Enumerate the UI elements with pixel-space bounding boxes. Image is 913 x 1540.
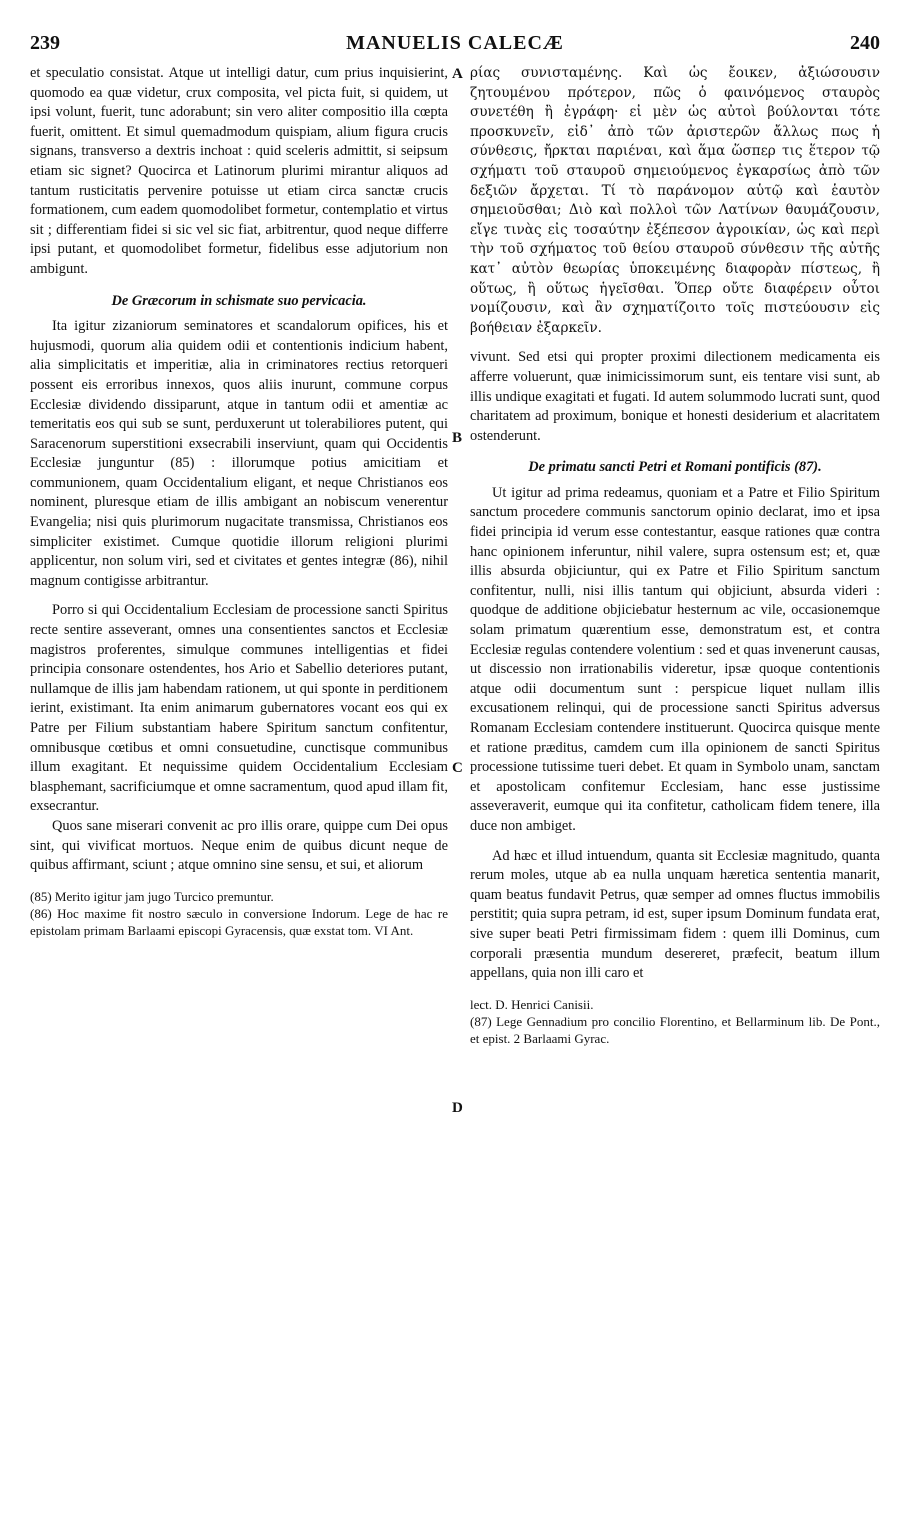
paragraph: et speculatio consistat. Atque ut intelligi datur, cum prius inquisierint, quomodo ea quæ videtur, crux composita, vel picta fuit, si quidem, ut ipsi volunt, fuerit, tunc adorabunt; sin vero aliter compositio illa cœpta fuerit, omittent. Et simul quemadmodum quispiam, alium figura crucis signans, transverso a dextris inchoat : quid sceleris admittit, si seipsum etiam sic signet? Quocirca et Latinorum plurimi mirantur aliquos ad tantum rusticitatis pervenire potuisse ut etiam circa sanctæ crucis formationem, cum eadem quomodolibet formetur, contemplatio et virtus sit ; differentiam fidei si sic vel sic fiat, arbitrentur, quod neque differre ipsi putant, et quomodolibet formetur, fidelibus esse adjutorium non ambigunt. — [30, 65, 448, 277]
left-column — [30, 64, 448, 939]
section-heading: De Græcorum in schismate suo pervicacia. — [111, 292, 367, 309]
paragraph: Porro si qui Occidentalium Ecclesiam de processione sancti Spiritus recte sentire asseverant, omnes una consentientes sanctos et Ecclesiæ magistros proferentes, simulque communes intelligentias et fidei principia consonare ostendentes, hos Ario et Sabellio deteriores putant, nullamque de illis jam habendam rationem, ut qui sponte in perditionem ierint, existimant. Ita enim animarum gubernatores vocant eos qui ex Patre per Filium substantiam habere Spiritum sanctum confitentur, omnibusque cœtibus et omni consuetudine, cunctisque communibus illum exagitant. Et nequissime quidem Occidentalium Ecclesiam blasphemant, sacrificiumque et omne sacramentum, quod apud illam fit, exsecrantur. — [30, 602, 448, 815]
margin-marker-b: B — [452, 430, 463, 446]
footnote-86-continued: lect. D. Henrici Canisii. — [470, 996, 594, 1012]
right-column — [470, 64, 880, 1047]
margin-marker-a: A — [452, 66, 463, 82]
paragraph: Ad hæc et illud intuendum, quanta sit Ecclesiæ magnitudo, quanta rerum moles, utque ab ea nulla unquam hæretica sententia manarit, quam beatus fundavit Petrus, quæ semper ad omnes fluctus immobilis perstitit; quia supra petram, id est, super ipsum Dominum fundata erat, sive super beati Petri firmissimam fidem : quem illi Dominus, cum corporali præsentia mundum desereret, præfecit, beatum illum appellans, quia non illi caro et — [470, 847, 880, 982]
footnote-87: (87) Lege Gennadium pro concilio Florentino, et Bellarminum lib. De Pont., et epist. 2 Barlaami Gyrac. — [470, 1013, 880, 1046]
footnote-86: (86) Hoc maxime fit nostro sæculo in conversione Indorum. Lege de hac re epistolam primam Barlaami episcopi Gyracensis, quæ exstat tom. VI Ant. — [30, 905, 448, 938]
page-number-left: 239 — [30, 32, 60, 54]
page-number-right: 240 — [850, 32, 880, 54]
footnotes-right — [470, 996, 880, 1047]
paragraph: vivunt. Sed etsi qui propter proximi dilectionem medicamenta eis afferre voluerunt, quæ inimicissimorum sunt, eis tentare visi sunt, ab illis undique exagitati et fugati. Id autem solummodo lucrati sunt, quod charitatem ad proximum, bonique et honesti desiderium et alacritatem ostenderunt. — [470, 349, 880, 444]
footnotes-left — [30, 888, 448, 939]
paragraph: Ut igitur ad prima redeamus, quoniam et a Patre et Filio Spiritum sanctum procedere communis sanctorum opinio declarat, imo et ipsa fidei principia id verum esse contestantur, easque rationes quæ contra hanc opinionem inferuntur, nihil valere, supra ostensum est; et, quæ illis absurda objiciuntur, qui ex Patre et Filio Spiritum sanctum confitentur, nulli, nisi illis tantum qui objiciunt, absurda videri : quodque de additione objiciebatur hesternum ac vile, occasionemque solam primatum quærentium esse, demonstratum est, et contra Ecclesiæ regulas contendere volentium : sed et quas invenerunt causas, ut discessio non irrationabilis videretur, ipsæ quoque contentionis atque odii documentum sunt : perspicue liquet nullam illis excusationem relinqui, qui de processione sancti Spiritus adversus Romanam Ecclesiam contendere instituerunt. Quocirca quisque mente et ratione præditus, camdem cum illa opinionem de sancti Spiritus processione tutissime tueri debet. Et quam in Symbolo unam, sanctam et apostolicam confitemur Ecclesiam, hanc esse justissime asseveraverit, eumque qui ita confitetur, catholicam fidem tenere, illa duce non ambiget. — [470, 484, 880, 834]
margin-marker-c: C — [452, 760, 463, 776]
running-header — [30, 32, 880, 58]
section-heading: De primatu sancti Petri et Romani pontificis (87). — [528, 459, 822, 476]
paragraph: Quos sane miserari convenit ac pro illis orare, quippe cum Dei opus sint, qui vivificat mortuos. Neque enim de quibus dicunt neque de quibus affirmant, sciunt ; atque omnino sine sensu, et sui, et aliorum — [30, 817, 448, 874]
footnote-85: (85) Merito igitur jam jugo Turcico premuntur. — [30, 888, 274, 904]
running-title: MANUELIS CALECÆ — [346, 32, 564, 54]
margin-marker-d: D — [452, 1100, 463, 1116]
paragraph: Ita igitur zizaniorum seminatores et scandalorum opifices, his et hujusmodi, quorum alia quidem odii et contentionis indicium habent, alia simplicitatis et imperitiæ, alia in criminatores rectius retorqueri possent eis erroribus innexos, quos aliis inurunt, commune corpus Ecclesiæ dividendo dissiparunt, atque in tantum odii et amentiæ ac temeritatis eos qui sub se sunt, perduxerunt ut tolerabiliores putent, qui Saracenorum superstitioni exsecrabili inserviunt, quam qui Occidentis Ecclesiæ junguntur (85) : illorumque potius amicitiam et communionem, quam Occidentalium eligant, et neque Christianos eos nominent, pluresque etiam de illis ambigant an nobiscum venerentur Evangelia; nisi quis plurimorum nugacitate transmissa, Christianos eos simpliciter existimet. Cumque quotidie illorum religioni plurimi applicentur, non solum viri, sed et civitates et gentes integræ (86), nihil magnum contigisse arbitrantur. — [30, 318, 448, 589]
greek-text: ρίας συνισταμένης. Καὶ ὡς ἔοικεν, ἀξιώσουσιν ζητουμένου πρότερον, πῶς ὁ φαινόμενος σταυρὸς συνετέθη ἢ ἐγράφη· εἰ μὲν ὡς αὐτοὶ βούλονται τότε προσκυνεῖν, εἰδ᾽ ἀπὸ τῶν ἀριστερῶν ἄλλως πως ἡ σύνθεσις, ἤρκται παριέναι, καὶ ἅμα ὥσπερ τις ἕτερον τῷ σχήματι τοῦ σταυροῦ σημειούμενος ἐγκαρσίως ἀπὸ τῶν δεξιῶν ἄρχεται. Τί τὸ παράνομον αὑτῷ καὶ ἑαυτὸν σημειοῦσθαι; Διὸ καὶ πολλοὶ τῶν Λατίνων θαυμάζουσιν, εἴγε τινὰς εἰς τοσαύτην ἐξέπεσον ἀγροικίαν, ὡς καὶ περὶ τὴν τοῦ σχήματος τοῦ θείου σταυροῦ σύνθεσιν τῆς αὐτῆς κατ᾽ αὐτὸν θεωρίας ὑποκειμένης διαφορὰν πίστεως, ἢ οὕτως, ἢ οὕτως ἡγεῖσθαι. Ὅπερ οὔτε διαφέρειν οὗτοι νομίζουσιν, καὶ ἂν σχηματίζοιτο τοῖς πιστεύουσιν εἰς βοήθειαν ἐξαρκεῖν. — [470, 65, 880, 336]
